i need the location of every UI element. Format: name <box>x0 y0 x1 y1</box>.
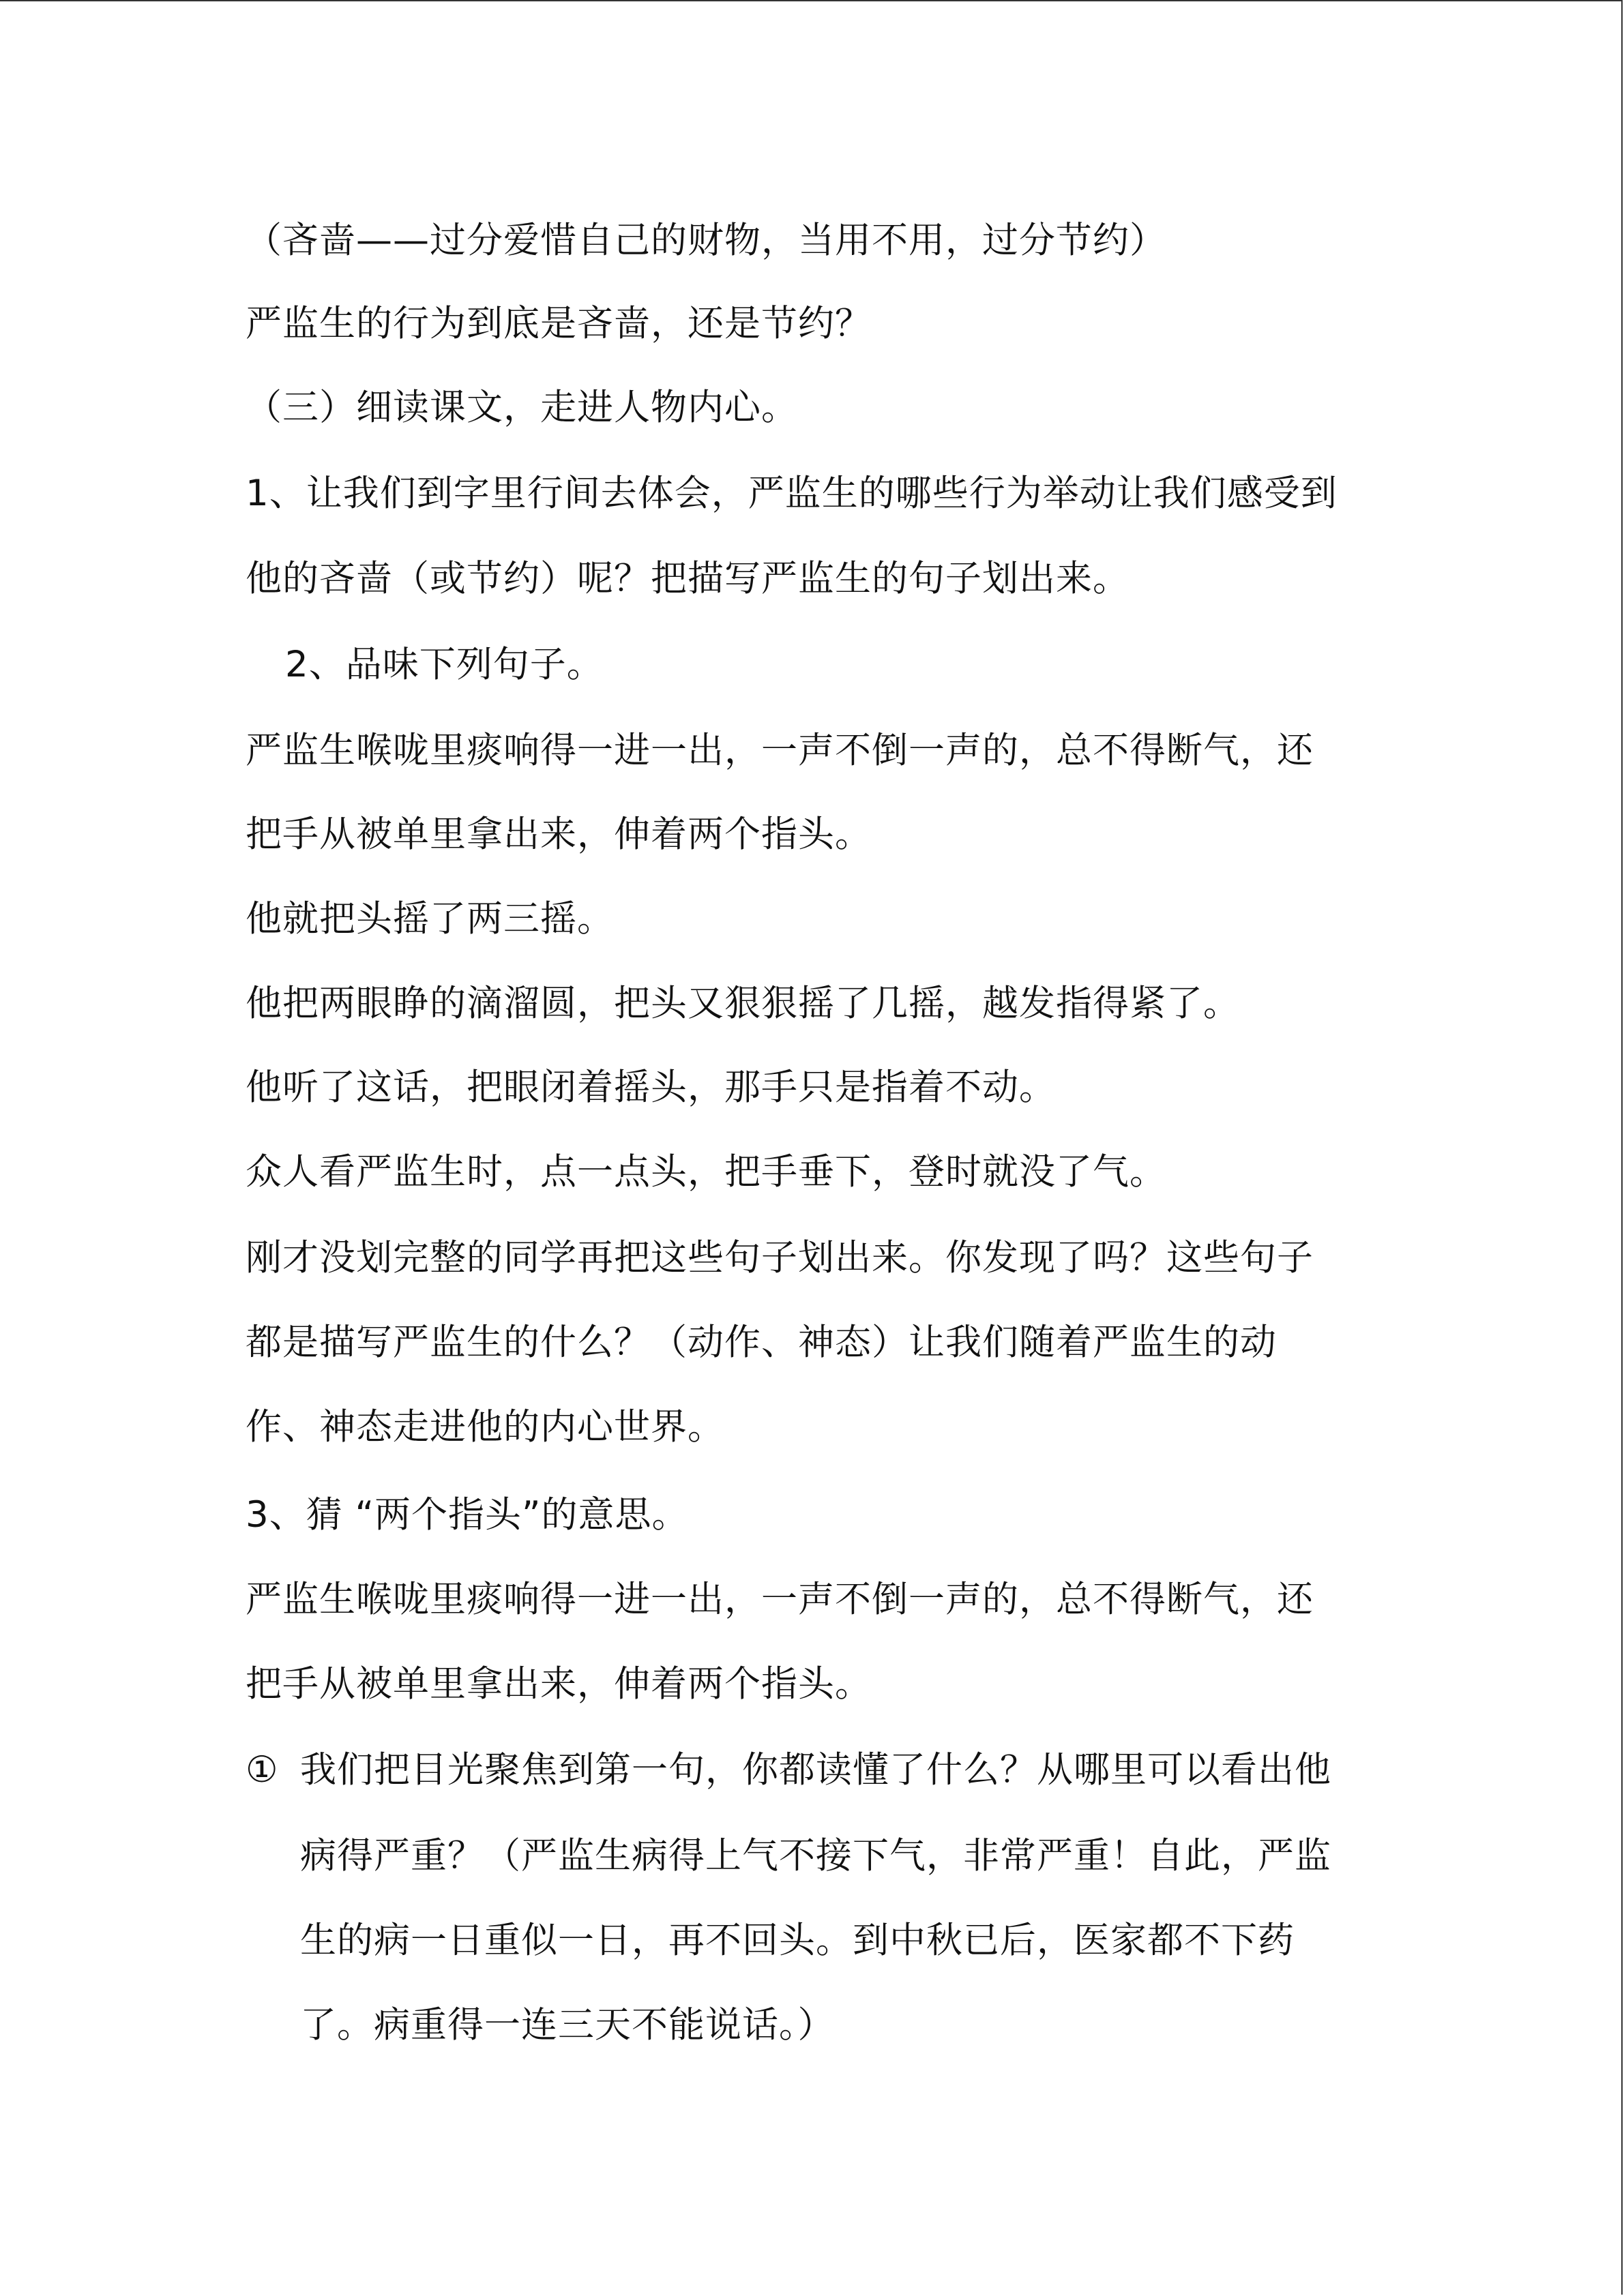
task-3-heading: 3、猜 “两个指头”的意思。 <box>246 1494 689 1536</box>
task-2-heading: 2、品味下列句子。 <box>285 644 604 685</box>
list-item-line: 了。病重得一连三天不能说话。） <box>300 2004 835 2046</box>
section-heading: （三）细读课文，走进人物内心。 <box>246 387 798 428</box>
question-line: 严监生的行为到底是吝啬，还是节约？ <box>246 303 872 344</box>
quote-1-line-2: 把手从被单里拿出来，伸着两个指头。 <box>246 814 872 855</box>
list-item-line: 我们把目光聚焦到第一句，你都读懂了什么？从哪里可以看出他 <box>300 1749 1331 1791</box>
quote-5: 众人看严监生时，点一点头，把手垂下，登时就没了气。 <box>246 1151 1166 1193</box>
quote-6-line-1: 严监生喉咙里痰响得一进一出，一声不倒一声的，总不得断气，还 <box>246 1579 1314 1620</box>
task-1-line-2: 他的吝啬（或节约）呢？把描写严监生的句子划出来。 <box>246 558 1130 599</box>
circled-number-one: ① <box>246 1749 278 1791</box>
quote-4: 他听了这话，把眼闭着摇头，那手只是指着不动。 <box>246 1067 1056 1108</box>
definition-line: （吝啬——过分爱惜自己的财物，当用不用，过分节约） <box>246 220 1166 261</box>
discussion-line-2: 都是描写严监生的什么？（动作、神态）让我们随着严监生的动 <box>246 1322 1277 1363</box>
discussion-line-3: 作、神态走进他的内心世界。 <box>246 1406 724 1448</box>
quote-1-line-1: 严监生喉咙里痰响得一进一出，一声不倒一声的，总不得断气，还 <box>246 730 1314 771</box>
task-1-line-1: 1、让我们到字里行间去体会，严监生的哪些行为举动让我们感受到 <box>246 473 1338 514</box>
quote-6-line-2: 把手从被单里拿出来，伸着两个指头。 <box>246 1663 872 1705</box>
quote-2: 他就把头摇了两三摇。 <box>246 898 614 940</box>
list-item-line: 病得严重？（严监生病得上气不接下气，非常严重！自此，严监 <box>300 1835 1331 1877</box>
quote-3: 他把两眼睁的滴溜圆，把头又狠狠摇了几摇，越发指得紧了。 <box>246 983 1240 1024</box>
discussion-line-1: 刚才没划完整的同学再把这些句子划出来。你发现了吗？这些句子 <box>246 1237 1314 1279</box>
list-item-line: 生的病一日重似一日，再不回头。到中秋已后，医家都不下药 <box>300 1920 1295 1961</box>
